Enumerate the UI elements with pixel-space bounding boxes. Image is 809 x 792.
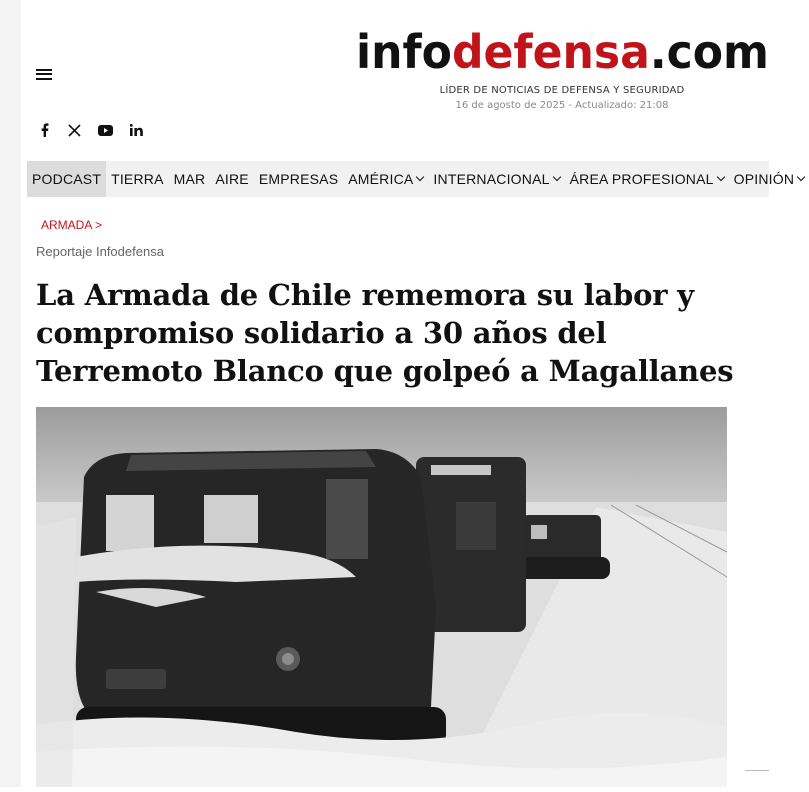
nav-item-tierra[interactable] <box>106 161 169 197</box>
youtube-icon[interactable] <box>97 122 113 138</box>
nav-item-america[interactable] <box>343 161 428 197</box>
nav-item-mar[interactable] <box>169 161 211 197</box>
nav-label: AIRE <box>215 171 249 187</box>
article-title: La Armada de Chile rememora su labor y compromiso solidario a 30 años del Terremoto Blanco que golpeó a Magallanes <box>36 278 734 388</box>
x-twitter-icon[interactable] <box>66 122 82 138</box>
chevron-down-icon <box>797 173 805 181</box>
nav-label: EMPRESAS <box>258 171 339 187</box>
svg-text:infodefensa.com: infodefensa.com <box>356 25 775 79</box>
main-nav <box>27 161 795 197</box>
chevron-down-icon <box>716 173 724 181</box>
nav-item-aire[interactable] <box>210 161 253 197</box>
nav-label: PODCAST <box>32 171 102 187</box>
nav-label: MAR <box>173 171 206 187</box>
hamburger-menu-icon[interactable] <box>36 66 54 82</box>
linkedin-icon[interactable] <box>128 122 144 138</box>
left-gutter <box>0 0 21 787</box>
nav-item-opinion[interactable] <box>729 161 809 197</box>
nav-label: AMÉRICA <box>348 171 414 187</box>
nav-label: ÁREA PROFESIONAL <box>569 171 714 187</box>
chevron-down-icon <box>416 173 424 181</box>
nav-label: INTERNACIONAL <box>433 171 550 187</box>
nav-item-podcast[interactable] <box>27 161 106 197</box>
nav-item-empresas[interactable] <box>254 161 343 197</box>
snow-vehicles-photo <box>36 407 727 787</box>
site-tagline: LÍDER DE NOTICIAS DE DEFENSA Y SEGURIDAD <box>439 85 685 96</box>
site-logo[interactable] <box>356 25 775 79</box>
chevron-down-icon <box>552 173 560 181</box>
dateline: 16 de agosto de 2025 - Actualizado: 21:08 <box>455 100 669 111</box>
nav-label: TIERRA <box>111 171 164 187</box>
divider <box>745 770 769 771</box>
nav-label: OPINIÓN <box>733 171 795 187</box>
nav-item-area-profesional[interactable] <box>565 161 729 197</box>
nav-item-internacional[interactable] <box>428 161 564 197</box>
breadcrumb[interactable]: ARMADA > <box>41 218 103 232</box>
article-kicker: Reportaje Infodefensa <box>36 244 164 259</box>
facebook-icon[interactable] <box>36 122 52 138</box>
